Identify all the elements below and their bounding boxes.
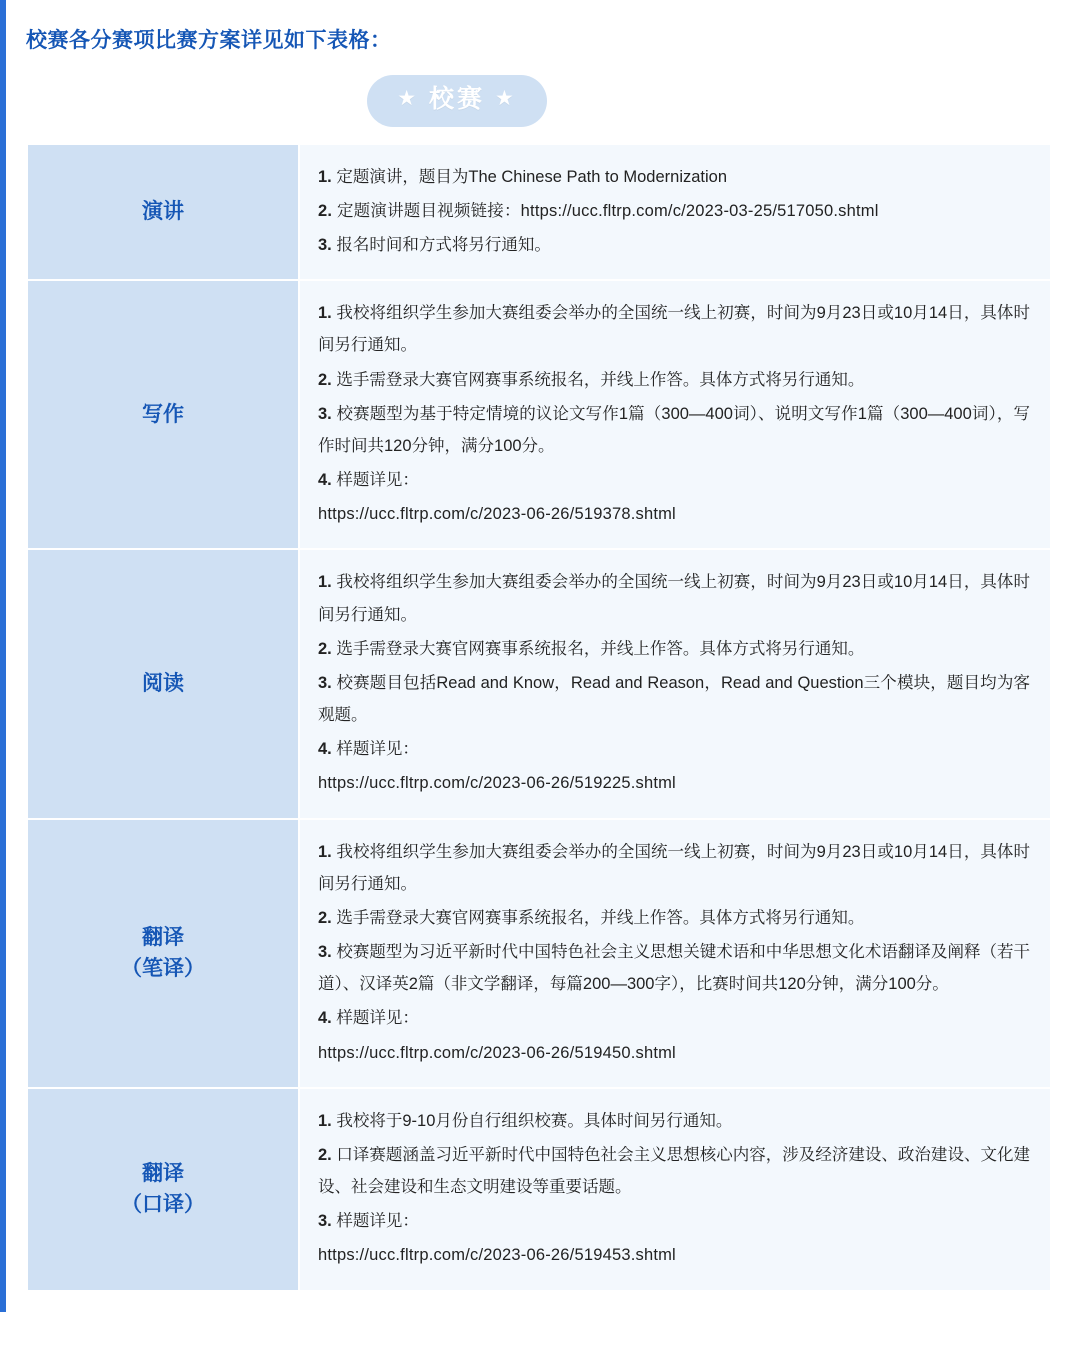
list-item bbox=[318, 161, 1030, 193]
list-item bbox=[318, 566, 1030, 630]
item-number: 2. bbox=[318, 201, 333, 220]
table-body bbox=[27, 144, 1051, 1291]
item-number: 2. bbox=[318, 1145, 332, 1164]
category-label: 阅读 bbox=[142, 672, 184, 696]
category-label: 演讲 bbox=[142, 200, 184, 224]
item-text: 定题演讲，题目为The Chinese Path to Modernization bbox=[336, 167, 728, 186]
table-row bbox=[27, 1088, 1051, 1291]
category-label: 写作 bbox=[142, 403, 184, 426]
item-text: 定题演讲题目视频链接：https://ucc.fltrp.com/c/2023-03-25/517050.shtml bbox=[336, 201, 879, 220]
item-text: 样题详见： bbox=[336, 740, 419, 759]
list-item bbox=[318, 195, 1030, 227]
item-number: 3. bbox=[318, 235, 332, 254]
list-item bbox=[318, 1139, 1030, 1203]
item-number: 4. bbox=[318, 471, 332, 490]
item-number: 2. bbox=[318, 370, 332, 389]
table-row bbox=[27, 819, 1051, 1088]
item-number: 1. bbox=[318, 304, 332, 323]
category-sublabel: （口译） bbox=[121, 1193, 205, 1217]
list-item bbox=[318, 229, 1030, 261]
item-number: 1. bbox=[318, 573, 332, 592]
list-item bbox=[318, 364, 1030, 396]
list-item-url[interactable]: https://ucc.fltrp.com/c/2023-06-26/519453.shtml bbox=[318, 1246, 676, 1265]
list-item bbox=[318, 1105, 1030, 1137]
list-item bbox=[318, 398, 1030, 462]
list-item bbox=[318, 464, 1030, 496]
item-number: 4. bbox=[318, 1009, 332, 1028]
category-cell bbox=[27, 549, 299, 818]
list-item-url[interactable]: https://ucc.fltrp.com/c/2023-06-26/519378.shtml bbox=[318, 505, 676, 524]
item-number: 1. bbox=[318, 842, 332, 861]
left-accent-rule bbox=[0, 0, 6, 1312]
item-number: 4. bbox=[318, 740, 332, 759]
status-badge bbox=[367, 75, 547, 126]
item-number: 3. bbox=[318, 943, 332, 962]
category-cell bbox=[27, 144, 299, 281]
list-item bbox=[318, 633, 1030, 665]
detail-cell bbox=[299, 144, 1051, 281]
item-number: 2. bbox=[318, 908, 332, 927]
badge-label: 校赛 bbox=[428, 85, 485, 114]
category-sublabel: （笔译） bbox=[121, 957, 205, 981]
list-item-url[interactable]: https://ucc.fltrp.com/c/2023-06-26/519450.shtml bbox=[318, 1043, 676, 1062]
list-item bbox=[318, 667, 1030, 731]
table-row bbox=[27, 280, 1051, 549]
category-cell bbox=[27, 819, 299, 1088]
star-icon-right: ★ bbox=[494, 87, 517, 111]
list-item bbox=[318, 902, 1030, 934]
item-text: 选手需登录大赛官网赛事系统报名，并线上作答。具体方式将另行通知。 bbox=[336, 639, 865, 658]
star-icon-left: ★ bbox=[397, 87, 420, 111]
badge-row bbox=[26, 75, 1058, 126]
item-text: 校赛题型为基于特定情境的议论文写作1篇（300—400词）、说明文写作1篇（300—400词），写作时间共120分钟，满分100分。 bbox=[318, 404, 1030, 455]
item-text: 样题详见： bbox=[336, 1212, 419, 1231]
item-text: 报名时间和方式将另行通知。 bbox=[336, 235, 551, 254]
detail-cell bbox=[299, 549, 1051, 818]
item-text: 样题详见： bbox=[336, 1009, 419, 1028]
item-number: 3. bbox=[318, 404, 332, 423]
item-text: 校赛题目包括Read and Know，Read and Reason，Read and Question三个模块，题目均为客观题。 bbox=[318, 673, 1030, 725]
item-text: 我校将于9-10月份自行组织校赛。具体时间另行通知。 bbox=[336, 1111, 733, 1130]
competition-schedule-table bbox=[26, 143, 1052, 1292]
list-item bbox=[318, 1205, 1030, 1237]
item-text: 我校将组织学生参加大赛组委会举办的全国统一线上初赛，时间为9月23日或10月14日，具体时间另行通知。 bbox=[318, 842, 1030, 893]
item-text: 样题详见： bbox=[336, 471, 419, 490]
list-item bbox=[318, 936, 1030, 1000]
item-text: 我校将组织学生参加大赛组委会举办的全国统一线上初赛，时间为9月23日或10月14日，具体时间另行通知。 bbox=[318, 304, 1030, 355]
list-item bbox=[318, 733, 1030, 765]
list-item bbox=[318, 297, 1030, 361]
item-text: 我校将组织学生参加大赛组委会举办的全国统一线上初赛，时间为9月23日或10月14日，具体时间另行通知。 bbox=[318, 573, 1030, 624]
item-number: 1. bbox=[318, 1111, 332, 1130]
page-title: 校赛各分赛项比赛方案详见如下表格： bbox=[26, 29, 392, 52]
item-number: 1. bbox=[318, 167, 332, 186]
table-row bbox=[27, 144, 1051, 281]
category-label: 翻译 bbox=[142, 1161, 184, 1185]
detail-cell bbox=[299, 280, 1051, 549]
category-label: 翻译 bbox=[142, 925, 184, 949]
list-item bbox=[318, 836, 1030, 900]
item-number: 3. bbox=[318, 673, 332, 692]
item-text: 口译赛题涵盖习近平新时代中国特色社会主义思想核心内容，涉及经济建设、政治建设、文化建设、社会建设和生态文明建设等重要话题。 bbox=[318, 1145, 1031, 1197]
item-text: 选手需登录大赛官网赛事系统报名，并线上作答。具体方式将另行通知。 bbox=[336, 908, 865, 927]
item-text: 选手需登录大赛官网赛事系统报名，并线上作答。具体方式将另行通知。 bbox=[336, 370, 865, 389]
category-cell bbox=[27, 280, 299, 549]
category-cell bbox=[27, 1088, 299, 1291]
detail-cell bbox=[299, 819, 1051, 1088]
detail-cell bbox=[299, 1088, 1051, 1291]
item-text: 校赛题型为习近平新时代中国特色社会主义思想关键术语和中华思想文化术语翻译及阐释（若干道）、汉译英2篇（非文学翻译，每篇200—300字），比赛时间共120分钟，满分100分。 bbox=[318, 943, 1031, 994]
list-item-url[interactable]: https://ucc.fltrp.com/c/2023-06-26/519225.shtml bbox=[318, 774, 676, 793]
item-number: 3. bbox=[318, 1212, 332, 1231]
table-row bbox=[27, 549, 1051, 818]
item-number: 2. bbox=[318, 639, 332, 658]
list-item bbox=[318, 1002, 1030, 1034]
